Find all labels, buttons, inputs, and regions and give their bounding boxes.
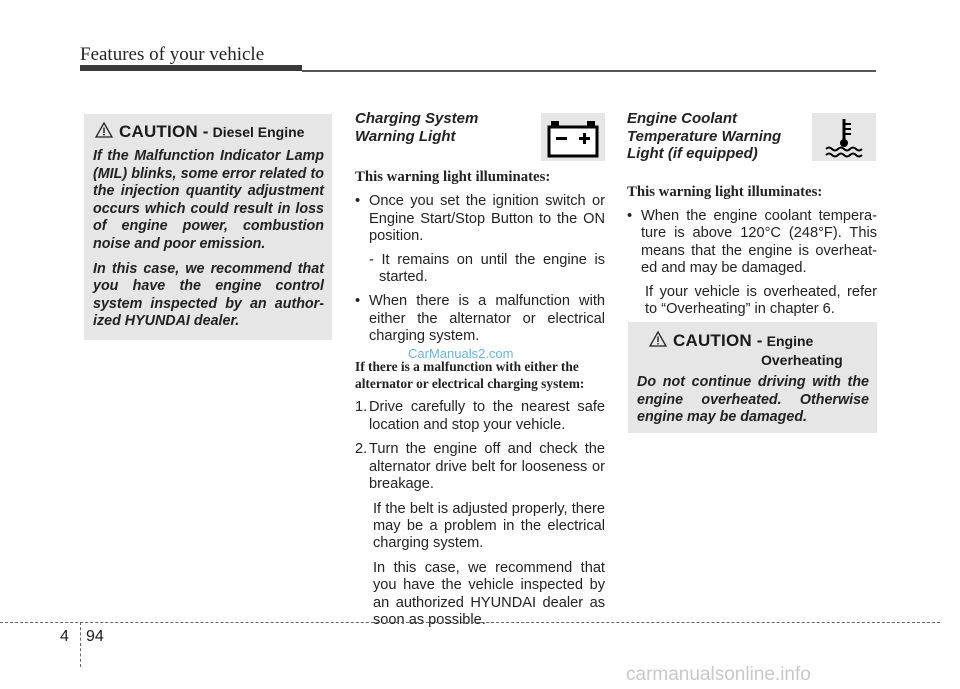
footer-rule bbox=[0, 622, 940, 623]
charging-system-section bbox=[355, 110, 605, 629]
lead-text: If there is a malfunction with either the alternator or electrical charging system: bbox=[355, 358, 585, 392]
bullet-item: • When the engine coolant tempera-ture is above 120°C (248°F). This means that the engine is overheat-ed and may be damaged. bbox=[627, 208, 877, 278]
bullet-item: • Once you set the ignition switch or Engine Start/Stop Button to the ON position. bbox=[355, 193, 605, 245]
section-title: Engine Coolant Temperature Warning Light (if equipped) bbox=[627, 110, 782, 162]
paragraph: If the belt is adjusted properly, there may be a problem in the electrical charging system. bbox=[373, 500, 605, 552]
caution-text: If the Malfunction Indicator Lamp (MIL) blinks, some error related to the injection quantity adjustment occurs which could result in loss of engine power, combustion noise and poor emission. bbox=[93, 148, 324, 252]
caution-subject: Engine bbox=[766, 333, 814, 349]
step-item: 2. Turn the engine off and check the alternator drive belt for looseness or breakage. bbox=[355, 441, 605, 493]
caution-box-overheating bbox=[628, 322, 877, 433]
lead-text: This warning light illuminates: bbox=[355, 169, 551, 185]
paragraph: In this case, we recommend that you have the vehicle inspected by an authorized HYUNDAI dealer as soon as possible. bbox=[373, 559, 605, 628]
warning-triangle-icon bbox=[649, 331, 667, 347]
watermark: carmanualsonline.info bbox=[626, 664, 811, 685]
caution-subject: Diesel Engine bbox=[212, 124, 305, 140]
page-number: 94 bbox=[86, 628, 104, 645]
caution-box-diesel bbox=[84, 114, 332, 340]
lead-text: This warning light illuminates: bbox=[627, 183, 823, 200]
section-number: 4 bbox=[60, 628, 69, 645]
sub-item: - It remains on until the engine is started. bbox=[369, 251, 605, 286]
page-header-title: Features of your vehicle bbox=[80, 44, 265, 65]
battery-icon bbox=[541, 113, 605, 161]
caution-text: In this case, we recommend that you have the engine control system inspected by an author-ized HYUNDAI dealer. bbox=[93, 260, 324, 330]
step-item: 1. Drive carefully to the nearest safe location and stop your vehicle. bbox=[355, 399, 605, 433]
footer-divider bbox=[80, 622, 81, 667]
coolant-temperature-icon bbox=[812, 113, 876, 161]
coolant-icon-box bbox=[812, 113, 876, 161]
caution-header bbox=[637, 331, 869, 351]
caution-label: CAUTION - bbox=[673, 331, 763, 350]
warning-triangle-icon bbox=[95, 122, 113, 138]
battery-icon-box bbox=[541, 113, 605, 161]
header-bar bbox=[80, 65, 302, 71]
caution-header bbox=[93, 122, 324, 142]
section-title: Charging System Warning Light bbox=[355, 110, 479, 145]
paragraph: If your vehicle is overheated, refer to “Overheating” in chapter 6. bbox=[645, 283, 877, 317]
header-rule bbox=[302, 70, 876, 72]
caution-label: CAUTION - bbox=[119, 122, 209, 141]
watermark: CarManuals2.com bbox=[408, 346, 514, 361]
caution-text: Do not continue driving with the engine overheated. Otherwise engine may be damaged. bbox=[637, 374, 869, 426]
caution-subject-line2: Overheating bbox=[761, 352, 843, 368]
bullet-item: • When there is a malfunction with either the alternator or electrical charging system. bbox=[355, 293, 605, 345]
